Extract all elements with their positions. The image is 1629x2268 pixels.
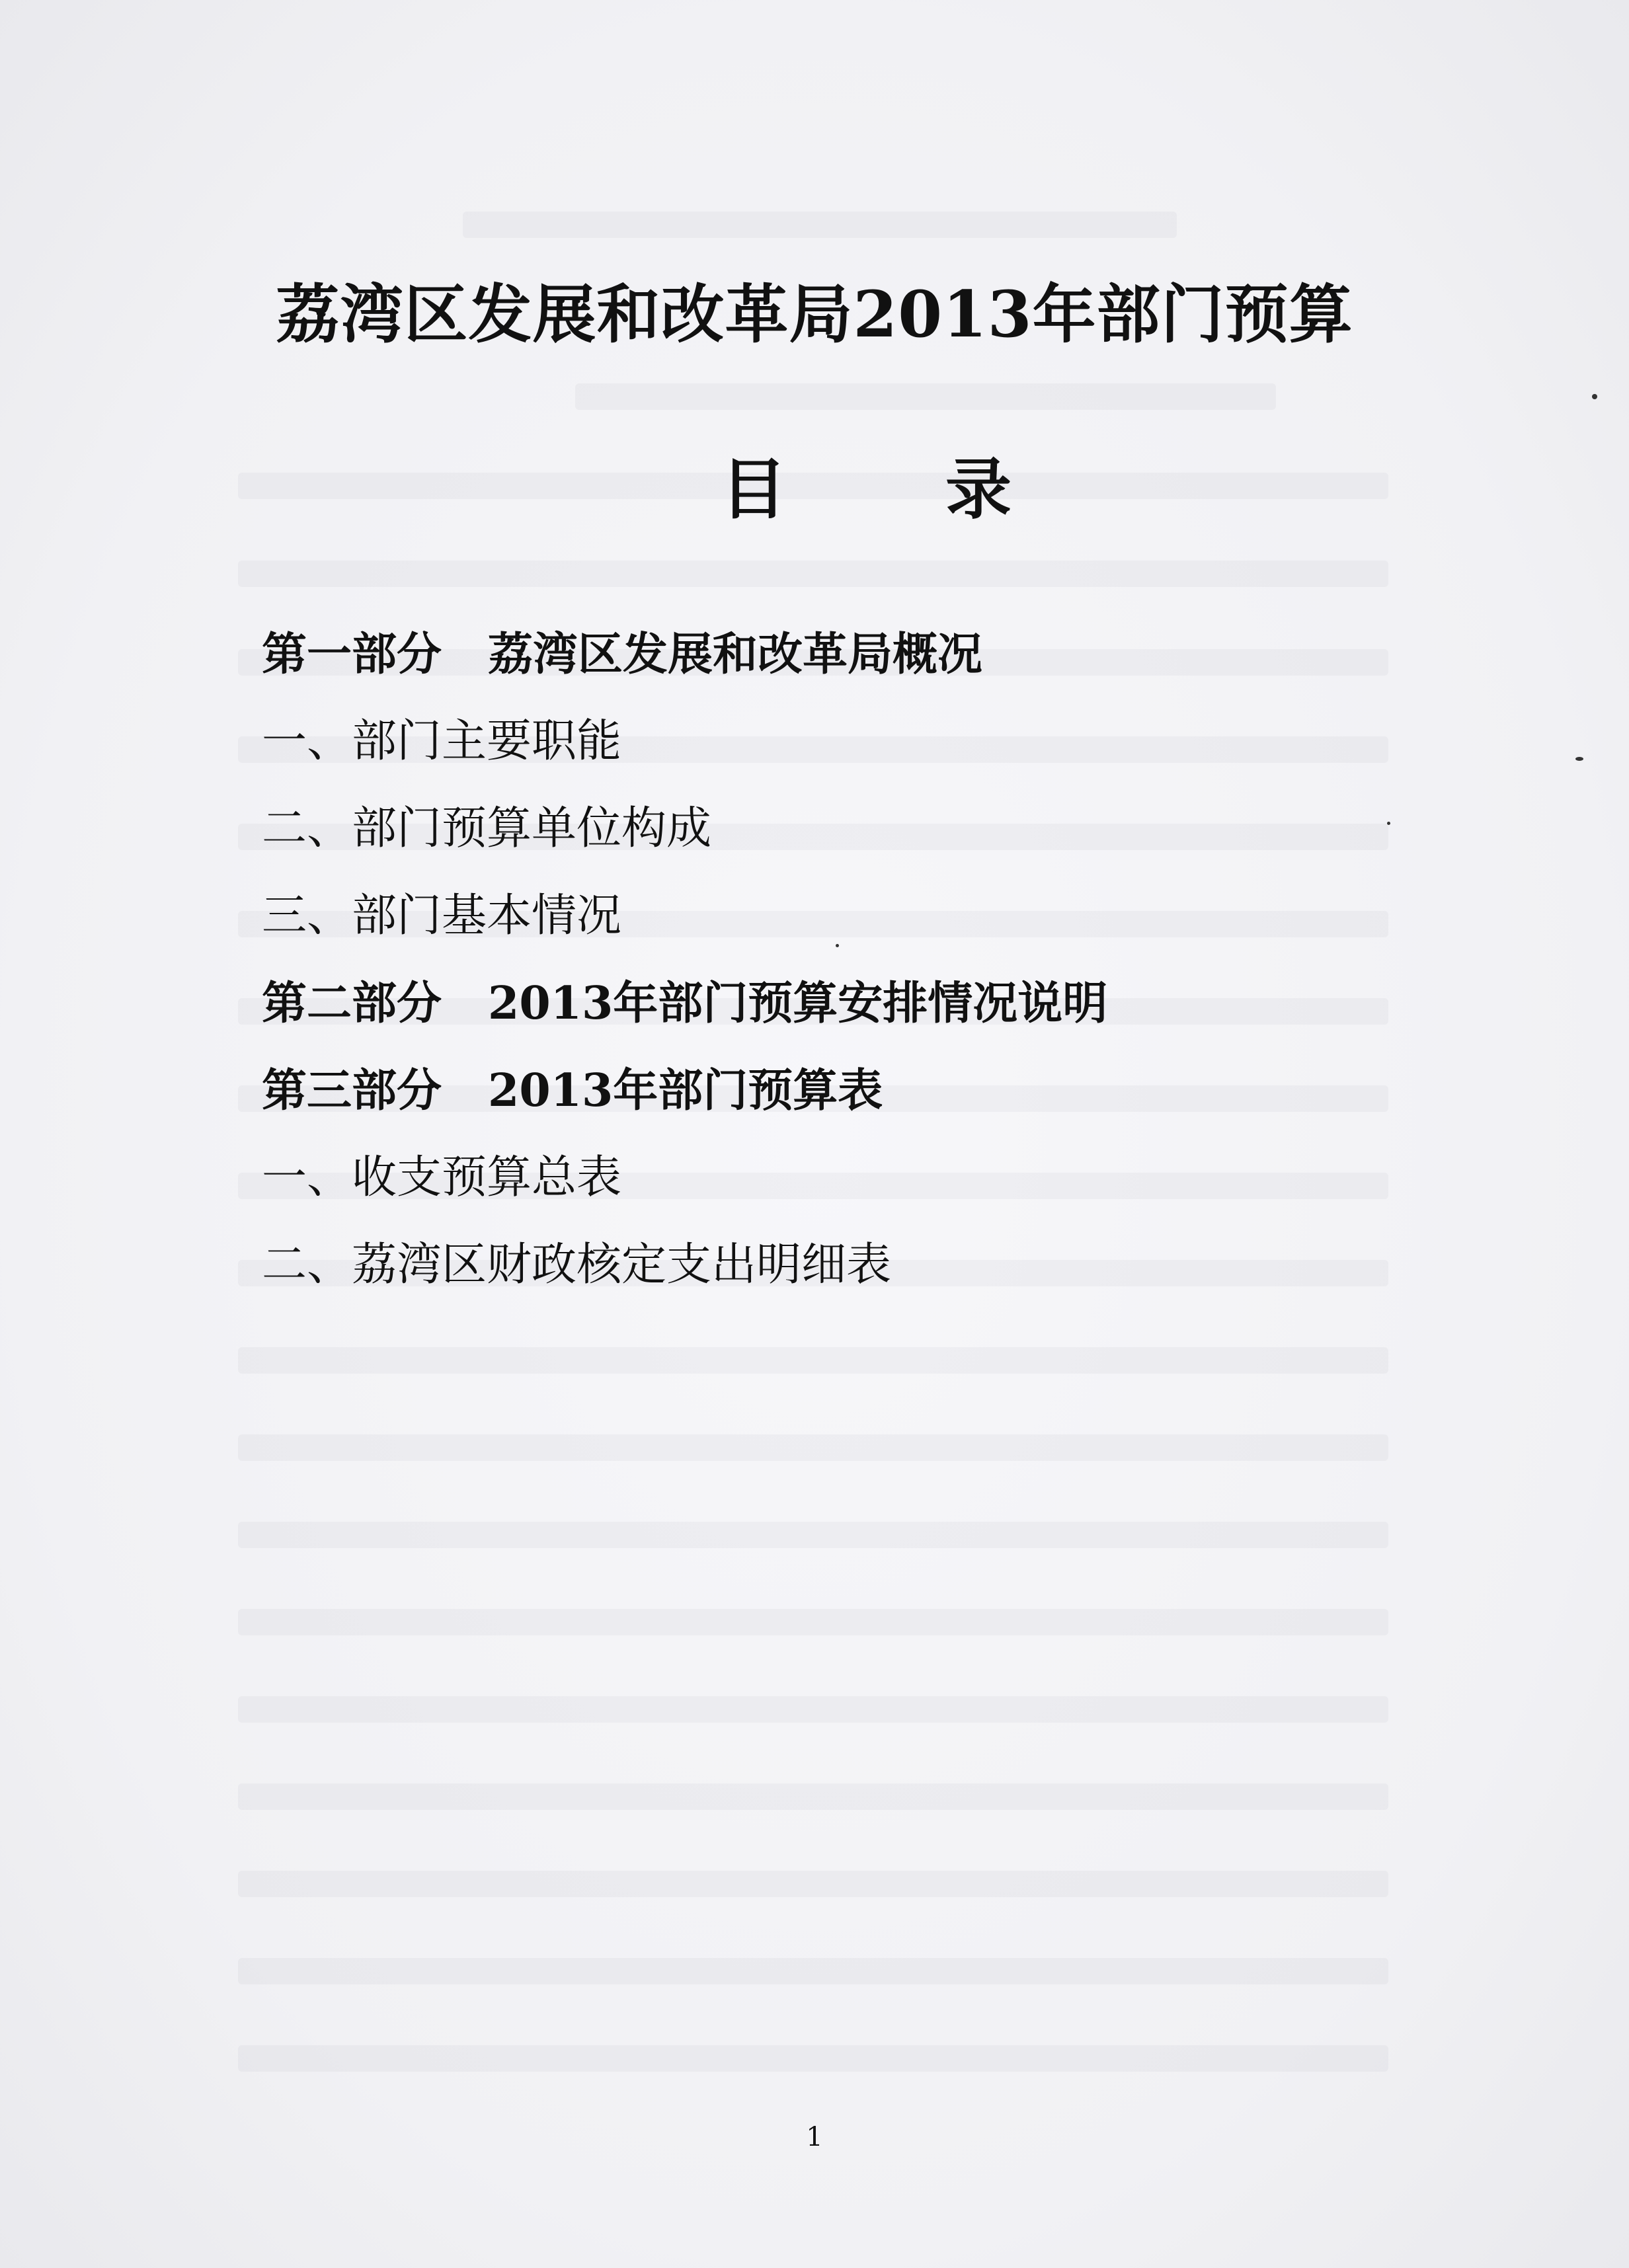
bleed-through-line xyxy=(463,212,1177,238)
toc-item-label: 三、部门基本情况 xyxy=(262,890,622,942)
toc-item xyxy=(262,1232,1452,1319)
toc-heading-char-2: 录 xyxy=(945,450,1012,528)
toc-item xyxy=(262,1058,1452,1145)
bleed-through-line xyxy=(238,1958,1388,1984)
bleed-through-line xyxy=(238,1783,1388,1810)
toc-item-label: 第一部分 xyxy=(262,628,442,681)
toc-item xyxy=(262,709,1452,796)
toc-item xyxy=(262,1145,1452,1232)
toc-item xyxy=(262,621,1452,709)
table-of-contents xyxy=(262,621,1452,1319)
toc-heading xyxy=(721,436,1012,531)
toc-item-label: 一、部门主要职能 xyxy=(262,715,622,767)
bleed-through-line xyxy=(238,1434,1388,1461)
bleed-through-line xyxy=(238,561,1388,587)
toc-item-label: 二、部门预算单位构成 xyxy=(262,802,712,855)
toc-item-label: 第二部分 xyxy=(262,977,442,1030)
bleed-through-line xyxy=(238,1871,1388,1897)
bleed-through-line xyxy=(575,383,1276,410)
toc-item-label: 二、荔湾区财政核定支出明细表 xyxy=(262,1239,892,1291)
toc-item-label: 一、收支预算总表 xyxy=(262,1152,622,1204)
toc-item xyxy=(262,796,1452,883)
page-number: 1 xyxy=(806,2122,823,2152)
toc-item-text: 2013年部门预算安排情况说明 xyxy=(488,977,1108,1030)
scan-speck xyxy=(1592,394,1597,399)
toc-item-label: 第三部分 xyxy=(262,1064,442,1117)
toc-item-text: 荔湾区发展和改革局概况 xyxy=(488,628,983,681)
document-title: 荔湾区发展和改革局2013年部门预算 xyxy=(276,277,1353,352)
toc-item xyxy=(262,970,1452,1058)
scan-speck xyxy=(1575,757,1583,761)
bleed-through-line xyxy=(238,2045,1388,2072)
toc-item xyxy=(262,883,1452,970)
bleed-through-line xyxy=(238,1696,1388,1723)
bleed-through-line xyxy=(238,1522,1388,1548)
bleed-through-line xyxy=(238,1347,1388,1374)
toc-heading-char-1: 目 xyxy=(721,450,787,528)
bleed-through-line xyxy=(238,1609,1388,1635)
toc-item-text: 2013年部门预算表 xyxy=(488,1064,883,1117)
